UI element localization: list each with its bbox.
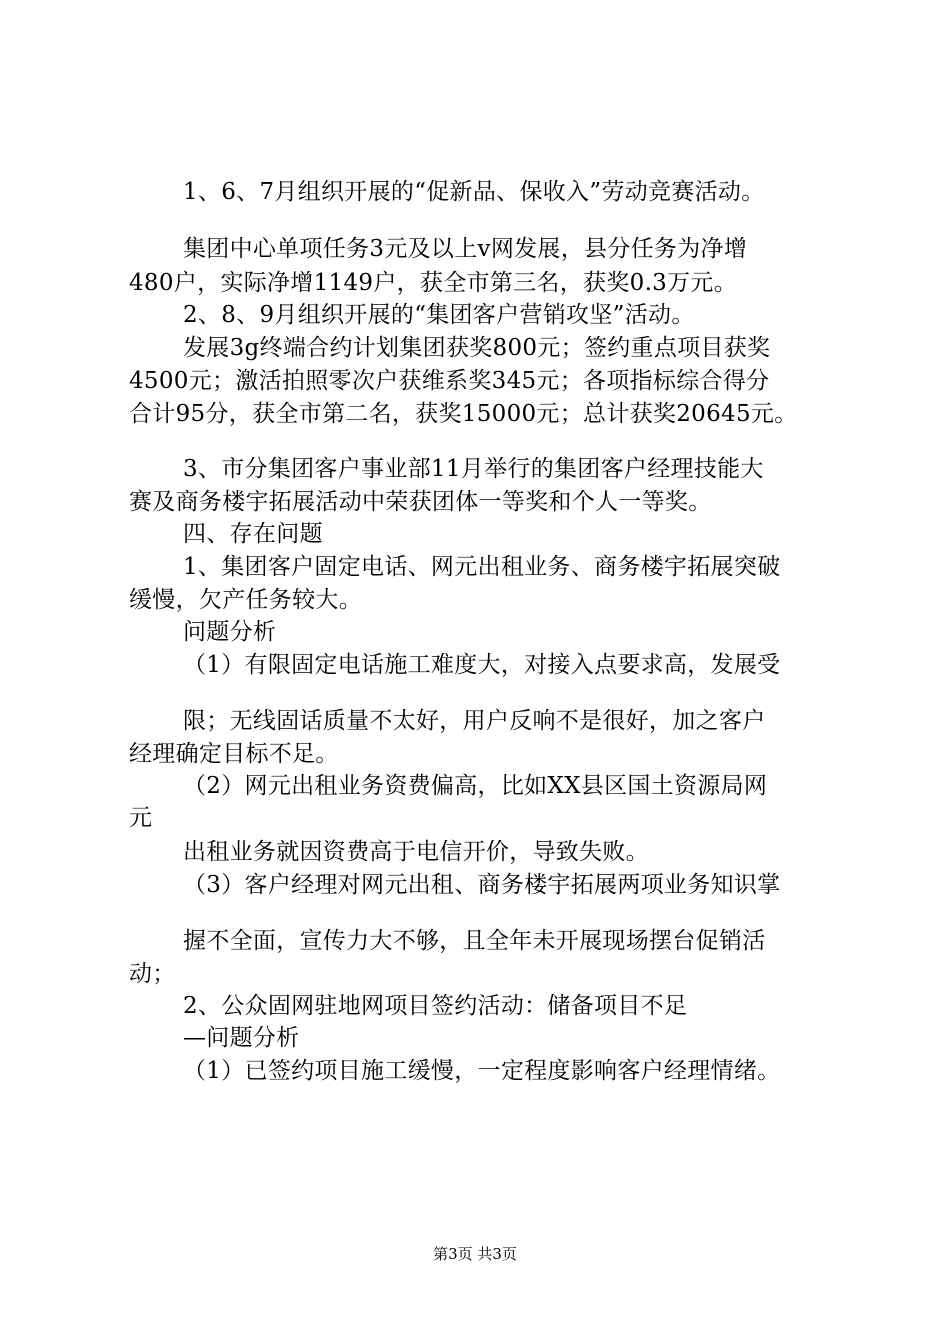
- text-line: 480户，实际净增1149户，获全市第三名，获奖0.3万元。: [129, 270, 738, 296]
- text-line: （1）有限固定电话施工难度大，对接入点要求高，发展受: [183, 652, 781, 678]
- text-line: 握不全面，宣传力大不够，且全年未开展现场摆台促销活: [183, 928, 766, 954]
- text-line: （3）客户经理对网元出租、商务楼宇拓展两项业务知识掌: [183, 872, 781, 898]
- page-footer: 第3页 共3页: [433, 1245, 517, 1263]
- text-line: 1、集团客户固定电话、网元出租业务、商务楼宇拓展突破: [183, 554, 781, 580]
- text-line: 发展3g终端合约计划集团获奖800元；签约重点项目获奖: [183, 335, 771, 361]
- text-line: 合计95分，获全市第二名，获奖15000元；总计获奖20645元。: [129, 401, 798, 427]
- text-line: 缓慢，欠产任务较大。: [129, 587, 362, 613]
- text-line: 动；: [129, 961, 176, 987]
- text-line: 1、6、7月组织开展的“促新品、保收入”劳动竞赛活动。: [183, 179, 765, 205]
- text-line: 赛及商务楼宇拓展活动中荣获团体一等奖和个人一等奖。: [129, 489, 712, 515]
- text-line: 集团中心单项任务3元及以上v网发展，县分任务为净增: [183, 236, 748, 262]
- text-line: （2）网元出租业务资费偏高，比如XX县区国土资源局网: [183, 773, 768, 799]
- subheading: —问题分析: [183, 1025, 300, 1051]
- text-line: 3、市分集团客户事业部11月举行的集团客户经理技能大: [183, 456, 764, 482]
- text-line: 经理确定目标不足。: [129, 741, 339, 767]
- subheading: 问题分析: [183, 619, 277, 645]
- text-line: 元: [129, 805, 153, 831]
- text-line: 2、8、9月组织开展的“集团客户营销攻坚”活动。: [183, 302, 695, 328]
- text-line: 2、公众固网驻地网项目签约活动：储备项目不足: [183, 993, 688, 1019]
- text-line: （1）已签约项目施工缓慢，一定程度影响客户经理情绪。: [183, 1058, 781, 1084]
- text-line: 限；无线固话质量不太好，用户反响不是很好，加之客户: [183, 708, 766, 734]
- text-line: 4500元；激活拍照零次户获维系奖345元；各项指标综合得分: [129, 368, 770, 394]
- section-heading: 四、存在问题: [183, 521, 323, 547]
- text-line: 出租业务就因资费高于电信开价，导致失败。: [183, 839, 649, 865]
